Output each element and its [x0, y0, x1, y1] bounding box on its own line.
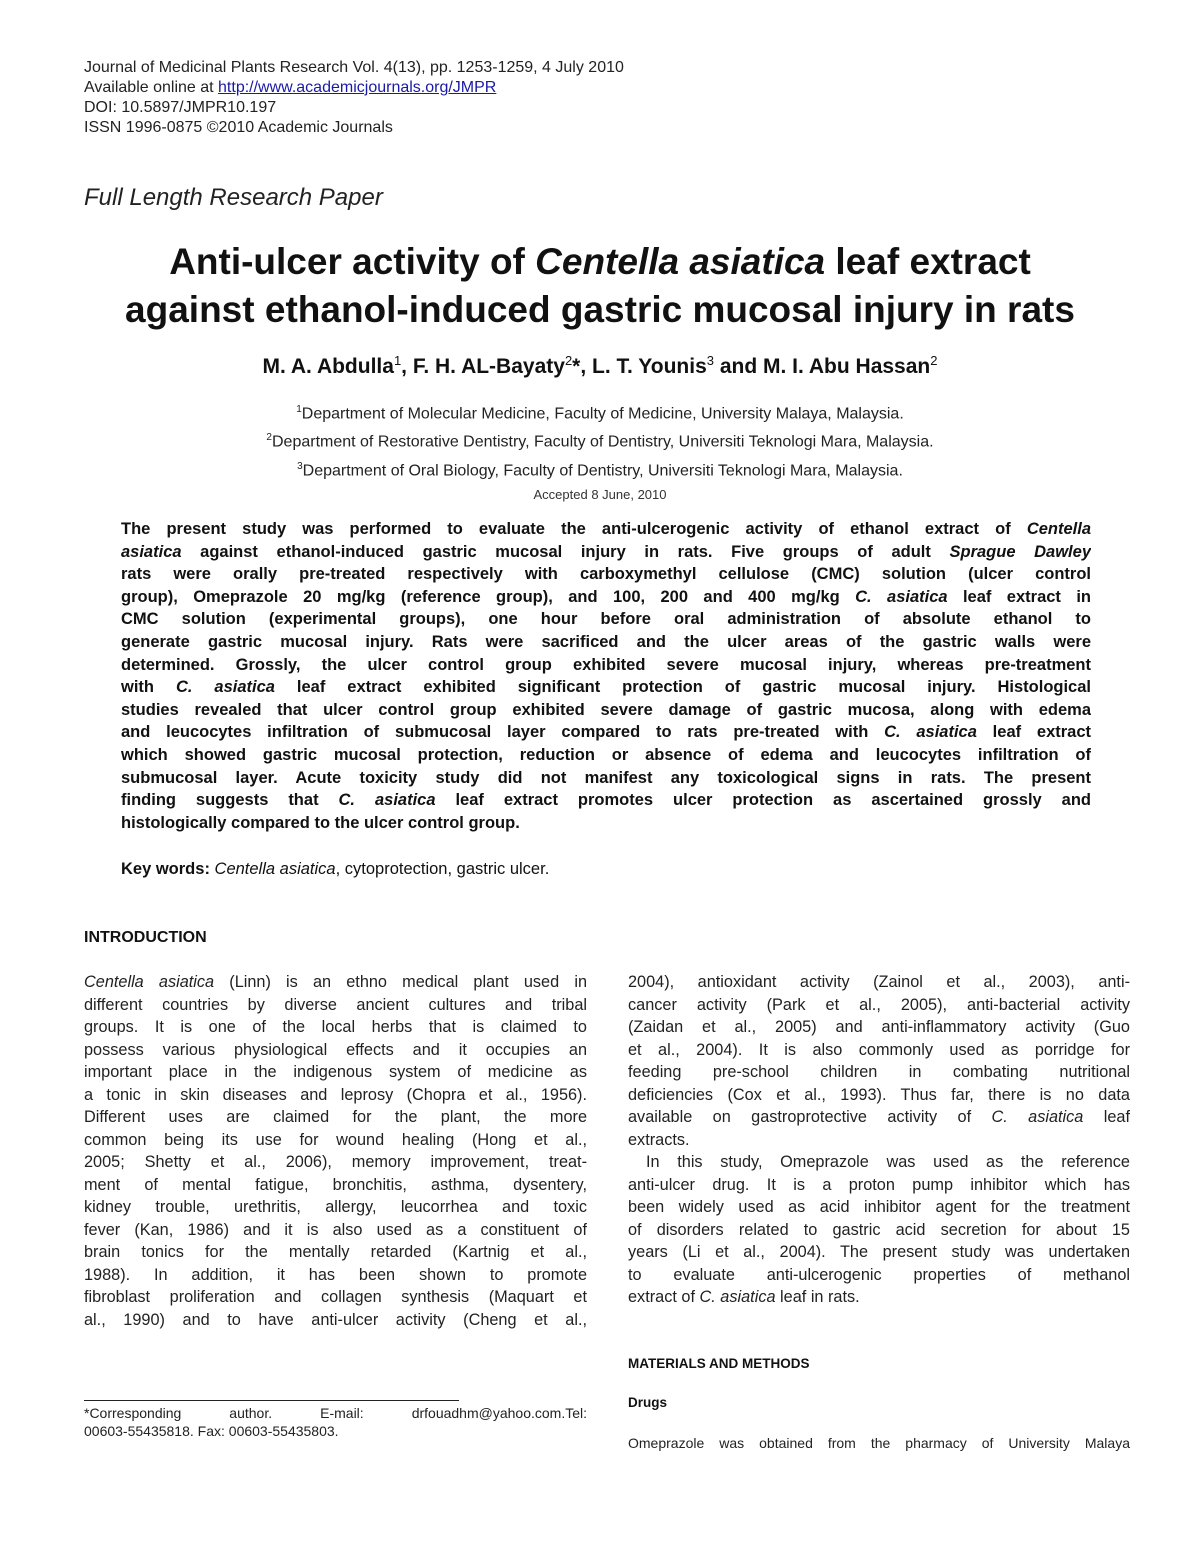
- abstract-italic: C. asiatica: [855, 587, 948, 606]
- abstract-line: [121, 676, 1091, 699]
- materials-methods-heading: MATERIALS AND METHODS: [628, 1356, 810, 1371]
- affiliation-item: [60, 426, 1140, 454]
- abstract-text: The present study was performed to evaluate the anti-ulcerogenic activity of ethanol extract of: [121, 520, 1027, 538]
- abstract-italic: Centella: [1026, 520, 1091, 538]
- author-name: *, L. T. Younis: [572, 355, 707, 378]
- body-line: ment of mental fatigue, bronchitis, asthma, dysentery,: [84, 1175, 587, 1194]
- author-name: and M. I. Abu Hassan: [713, 355, 931, 378]
- body-line: important place in the indigenous system of medicine as: [84, 1063, 587, 1081]
- availability-prefix: Available online at: [84, 79, 219, 96]
- abstract-text: and leucocytes infiltration of submucosal layer compared to rats pre-treated with: [121, 723, 885, 742]
- body-line: groups. It is one of the local herbs that is claimed to: [84, 1018, 587, 1036]
- availability-line: [84, 78, 624, 98]
- abstract-line: generate gastric mucosal injury. Rats were sacrificed and the ulcer areas of the gastric walls were: [121, 632, 1091, 651]
- affiliation-sup: 2: [266, 432, 272, 444]
- journal-url-link[interactable]: http://www.academicjournals.org/JMPR: [218, 79, 497, 96]
- keywords-italic: Centella asiatica: [209, 860, 336, 878]
- title-text: leaf extract: [825, 241, 1031, 282]
- author-affil-sup: 3: [706, 353, 714, 368]
- body-text: leaf: [1083, 1108, 1130, 1126]
- body-line: to evaluate anti-ulcerogenic properties of methanol: [628, 1265, 1130, 1284]
- affiliation-item: [60, 398, 1140, 426]
- abstract-italic: C. asiatica: [175, 678, 275, 697]
- body-line: et al., 2004). It is also commonly used as porridge for: [628, 1040, 1130, 1059]
- abstract-line: [121, 541, 1091, 564]
- corresponding-author-footnote: [84, 1404, 587, 1440]
- abstract-text: leaf extract promotes ulcer protection as ascertained grossly and: [435, 791, 1091, 810]
- title-species: Centella asiatica: [535, 241, 826, 282]
- body-line: cancer activity (Park et al., 2005), anti-bacterial activity: [628, 995, 1130, 1014]
- abstract-line: determined. Grossly, the ulcer control group exhibited severe mucosal injury, whereas pre-treatment: [121, 655, 1091, 674]
- abstract-line: [121, 721, 1091, 744]
- abstract-line: [121, 586, 1091, 609]
- abstract-line: rats were orally pre-treated respectively with carboxymethyl cellulose (CMC) solution (ulcer control: [121, 565, 1091, 584]
- left-column: [84, 971, 587, 1331]
- body-line: al., 1990) and to have anti-ulcer activity (Cheng et al.,: [84, 1310, 587, 1329]
- keywords-text: , cytoprotection, gastric ulcer.: [335, 860, 550, 878]
- paper-type-label: Full Length Research Paper: [84, 184, 383, 211]
- keywords: [121, 860, 549, 879]
- author-name: M. A. Abdulla: [262, 355, 394, 378]
- body-line: years (Li et al., 2004). The present study was undertaken: [628, 1243, 1130, 1261]
- abstract-text: leaf extract: [976, 723, 1091, 742]
- drugs-heading: Drugs: [628, 1395, 668, 1410]
- affiliation-text: Department of Restorative Dentistry, Faculty of Dentistry, Universiti Teknologi Mara, Malaysia.: [271, 433, 934, 451]
- title-line-1: [60, 238, 1140, 286]
- affiliation-item: [60, 455, 1140, 483]
- body-line: extracts.: [628, 1130, 690, 1149]
- affiliation-text: Department of Molecular Medicine, Faculty of Medicine, University Malaya, Malaysia.: [301, 405, 904, 423]
- abstract-text: with: [121, 678, 176, 697]
- body-line: [628, 1106, 1130, 1129]
- body-line: a tonic in skin diseases and leprosy (Chopra et al., 1956).: [84, 1085, 587, 1104]
- affiliation-text: Department of Oral Biology, Faculty of Dentistry, Universiti Teknologi Mara, Malaysia.: [302, 461, 903, 479]
- body-text: available on gastroprotective activity of: [628, 1108, 992, 1126]
- abstract-line: submucosal layer. Acute toxicity study did not manifest any toxicological signs in rats. The present: [121, 768, 1091, 787]
- abstract-italic: C. asiatica: [338, 791, 436, 810]
- right-column: [628, 971, 1130, 1309]
- body-line: kidney trouble, urethritis, allergy, leucorrhea and toxic: [84, 1198, 587, 1216]
- abstract-italic: Sprague Dawley: [949, 542, 1091, 561]
- body-line: feeding pre-school children in combating nutritional: [628, 1063, 1130, 1081]
- body-line: common being its use for wound healing (Hong et al.,: [84, 1130, 587, 1149]
- accepted-date: Accepted 8 June, 2010: [533, 487, 667, 502]
- body-line: 2004), antioxidant activity (Zainol et al., 2003), anti-: [628, 973, 1130, 991]
- abstract-line: [121, 789, 1091, 812]
- abstract-text: finding suggests that: [121, 791, 339, 810]
- footnote-line: 00603-55435818. Fax: 00603-55435803.: [84, 1423, 339, 1439]
- author-affil-sup: 1: [393, 353, 402, 368]
- journal-citation: Journal of Medicinal Plants Research Vol. 4(13), pp. 1253-1259, 4 July 2010: [84, 59, 624, 76]
- affiliation-list: [60, 398, 1140, 483]
- body-italic: C. asiatica: [991, 1108, 1084, 1126]
- body-line: fever (Kan, 1986) and it is also used as a constituent of: [84, 1220, 587, 1239]
- paper-title: [60, 238, 1140, 334]
- author-name: , F. H. AL-Bayaty: [401, 355, 565, 378]
- body-line: Different uses are claimed for the plant, the more: [84, 1108, 587, 1126]
- footnote-line: *Corresponding author. E-mail: drfouadhm@yahoo.com.Tel:: [84, 1405, 587, 1421]
- abstract-line: [121, 518, 1091, 541]
- body-line: possess various physiological effects and it occupies an: [84, 1040, 587, 1059]
- footnote-divider: [84, 1400, 459, 1401]
- body-line: anti-ulcer drug. It is a proton pump inhibitor which has: [628, 1175, 1130, 1194]
- affiliation-sup: 1: [296, 404, 302, 415]
- abstract-italic: C. asiatica: [884, 723, 977, 742]
- body-italic: Centella asiatica: [84, 973, 215, 991]
- abstract-text: leaf extract in: [947, 587, 1091, 606]
- body-line: different countries by diverse ancient cultures and tribal: [84, 995, 587, 1014]
- author-list: [60, 346, 1140, 382]
- keywords-label: Key words:: [121, 860, 210, 878]
- body-line: been widely used as acid inhibitor agent for the treatment: [628, 1198, 1130, 1216]
- abstract-line: CMC solution (experimental groups), one hour before oral administration of absolute ethanol to: [121, 610, 1091, 629]
- issn-line: ISSN 1996-0875 ©2010 Academic Journals: [84, 119, 393, 136]
- body-line: 1988). In addition, it has been shown to promote: [84, 1265, 587, 1284]
- journal-header: [84, 58, 624, 138]
- body-line: 2005; Shetty et al., 2006), memory improvement, treat-: [84, 1153, 587, 1171]
- body-line: of disorders related to gastric acid secretion for about 15: [628, 1220, 1130, 1239]
- affiliation-sup: 3: [297, 460, 303, 472]
- body-text: extract of: [628, 1288, 700, 1306]
- body-line: deficiencies (Cox et al., 1993). Thus far, there is no data: [628, 1085, 1130, 1104]
- title-line-2: against ethanol-induced gastric mucosal injury in rats: [125, 289, 1075, 330]
- abstract: [121, 518, 1091, 834]
- author-affil-sup: 2: [930, 353, 938, 368]
- abstract-line: which showed gastric mucosal protection, reduction or absence of edema and leucocytes infiltration of: [121, 745, 1091, 764]
- abstract-text: against ethanol-induced gastric mucosal injury in rats. Five groups of adult: [181, 542, 950, 561]
- title-text: Anti-ulcer activity of: [169, 241, 536, 282]
- doi-line: DOI: 10.5897/JMPR10.197: [84, 99, 277, 116]
- abstract-line: studies revealed that ulcer control group exhibited severe damage of gastric mucosa, along with edema: [121, 700, 1091, 719]
- introduction-heading: INTRODUCTION: [84, 929, 207, 946]
- body-line: (Zaidan et al., 2005) and anti-inflammatory activity (Guo: [628, 1018, 1130, 1036]
- abstract-text: leaf extract exhibited significant protection of gastric mucosal injury. Histological: [274, 678, 1091, 697]
- body-italic: C. asiatica: [699, 1288, 776, 1306]
- body-line: fibroblast proliferation and collagen synthesis (Maquart et: [84, 1288, 587, 1306]
- body-line: [628, 1286, 1130, 1309]
- drugs-text: Omeprazole was obtained from the pharmacy of University Malaya: [628, 1435, 1130, 1451]
- abstract-text: group), Omeprazole 20 mg/kg (reference group), and 100, 200 and 400 mg/kg: [121, 587, 856, 606]
- body-line: brain tonics for the mentally retarded (Kartnig et al.,: [84, 1243, 587, 1261]
- abstract-line: histologically compared to the ulcer control group.: [121, 813, 520, 832]
- author-affil-sup: 2: [564, 353, 573, 368]
- body-text: leaf in rats.: [775, 1288, 860, 1306]
- body-text: (Linn) is an ethno medical plant used in: [214, 973, 587, 991]
- body-line: In this study, Omeprazole was used as the reference: [646, 1153, 1130, 1171]
- body-line: [84, 971, 587, 994]
- abstract-italic: asiatica: [121, 542, 182, 561]
